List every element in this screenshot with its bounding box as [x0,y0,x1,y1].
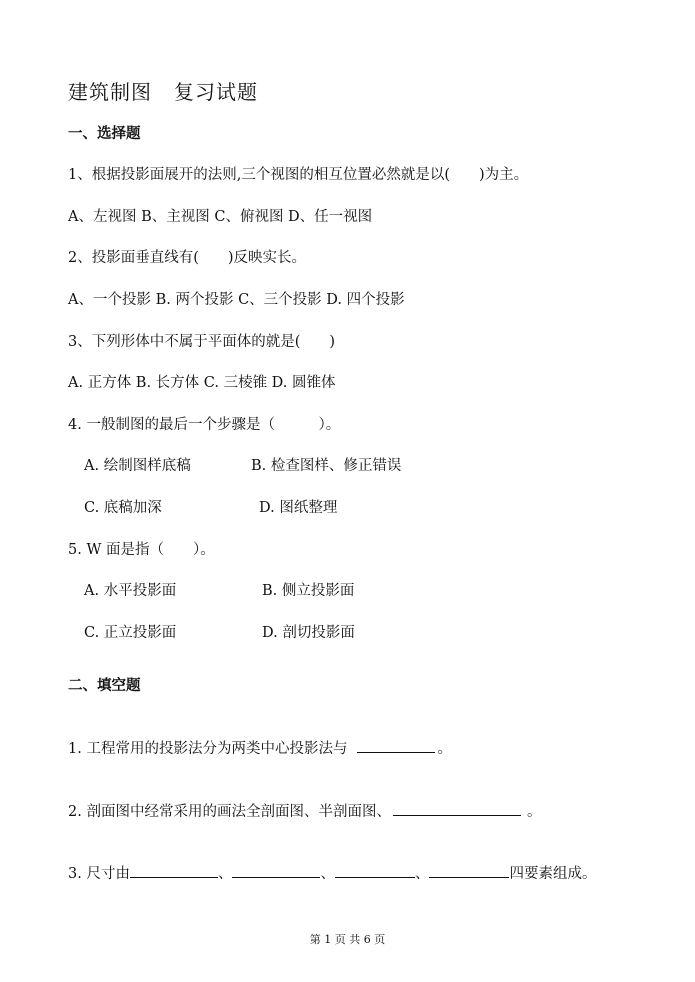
fill-question-1-text: 1. 工程常用的投影法分为两类中心投影法与 [68,741,348,757]
question-5-option-d: D. 剖切投影面 [262,625,355,641]
question-5-option-c: C. 正立投影面 [84,625,177,641]
title-part-1: 建筑制图 [68,80,152,104]
question-5-option-b: B. 侧立投影面 [262,583,355,599]
fill-blank-2[interactable] [393,800,521,816]
fill-blank-3b[interactable] [232,862,320,878]
fill-question-3-end: 四要素组成。 [509,866,597,882]
fill-question-2-end: 。 [526,804,542,820]
fill-question-1-end: 。 [437,741,452,757]
question-5-option-a: A. 水平投影面 [84,583,177,599]
question-4-option-b: B. 检查图样、修正错误 [251,458,402,474]
question-5: 5. W 面是指（ ）。 [68,542,215,558]
fill-question-3-sep-3: 、 [414,866,430,882]
fill-blank-3c[interactable] [335,862,415,878]
document-title [68,79,258,105]
title-part-2: 复习试题 [174,80,258,104]
question-2: 2、投影面垂直线有( )反映实长。 [68,250,307,266]
fill-question-3-sep-2: 、 [320,866,335,882]
page-footer: 第 1 页 共 6 页 [309,933,386,946]
fill-blank-1[interactable] [357,737,435,753]
section-heading-fill: 二、填空题 [68,678,141,694]
fill-question-2-text: 2. 剖面图中经常采用的画法全剖面图、半剖面图、 [68,804,391,820]
question-2-options: A、一个投影 B. 两个投影 C、三个投影 D. 四个投影 [68,292,405,308]
fill-question-3-sep-1: 、 [217,866,233,882]
fill-blank-3a[interactable] [130,862,218,878]
fill-question-3-text: 3. 尺寸由 [68,866,130,882]
fill-blank-3d[interactable] [429,862,509,878]
section-heading-choice: 一、选择题 [68,126,141,142]
question-4-option-c: C. 底稿加深 [84,500,162,516]
question-3: 3、下列形体中不属于平面体的就是( ) [68,334,336,350]
fill-question-1 [68,737,452,759]
fill-question-3 [68,862,596,884]
question-4-option-a: A. 绘制图样底稿 [84,458,191,474]
fill-question-2 [68,800,541,822]
question-1-options: A、左视图 B、主视图 C、俯视图 D、任一视图 [68,209,373,225]
question-3-options: A. 正方体 B. 长方体 C. 三棱锥 D. 圆锥体 [68,375,336,391]
question-4: 4. 一般制图的最后一个步骤是（ ）。 [68,417,341,433]
question-1: 1、根据投影面展开的法则,三个视图的相互位置必然就是以( )为主。 [68,167,529,183]
question-4-option-d: D. 图纸整理 [259,500,338,516]
